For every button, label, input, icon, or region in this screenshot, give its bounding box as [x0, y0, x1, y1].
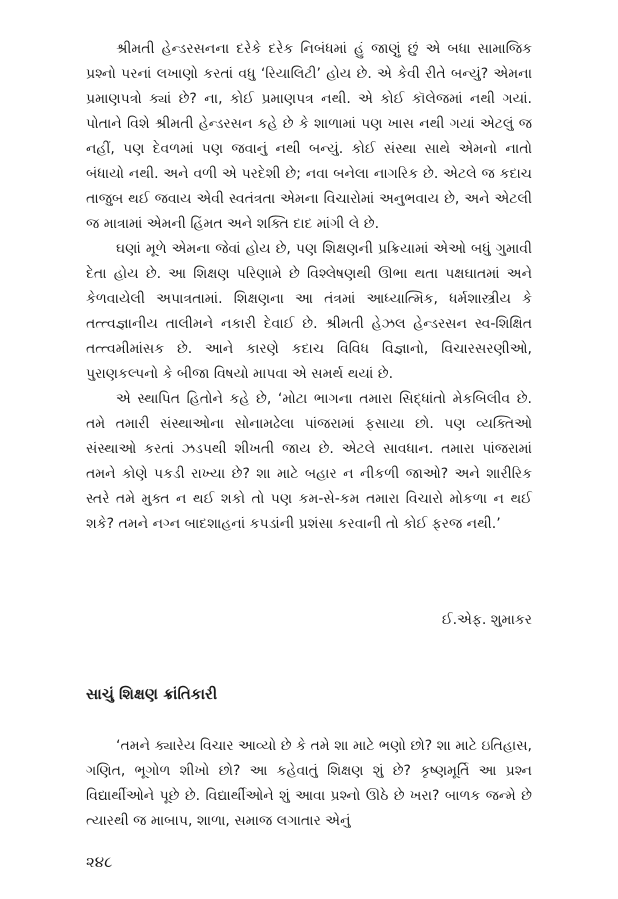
paragraph-krishnamurti: ‘તમને ક્યારેય વિચાર આવ્યો છે કે તમે શા માટે ભણો છો? શા માટે ઇતિહાસ, ગણિત, ભૂગોળ શીખો છો? આ કહેવાતું શિક્ષણ શું છે? કૃષ્ણમૂર્તિ આ પ્રશ્ન વિદ્યાર્થીઓને પૂછે છે. વિદ્યાર્થીઓને શું આવા પ્રશ્નો ઊઠે છે ખરા? બાળક જન્મે છે ત્યારથી જ માબાપ, શાળા, સમાજ લગાતાર એનું [86, 738, 532, 829]
page-number: ૨૪૮ [86, 853, 113, 871]
section-body [86, 734, 532, 834]
article-body [86, 37, 532, 537]
paragraph-henderson-intro: શ્રીમતી હેન્ડરસનના દરેકે દરેક નિબંધમાં હું જાણું છું એ બધા સામાજિક પ્રશ્નો પરનાં લખાણો કરતાં વધુ ‘રિયાલિટી’ હોય છે. એ કેવી રીતે બન્યું? એમના પ્રમાણપત્રો ક્યાં છે? ના, કોઈ પ્રમાણપત્ર નથી. એ કોઈ કૉલેજમાં નથી ગયાં. પોતાને વિશે શ્રીમતી હેન્ડરસન કહે છે કે શાળામાં પણ ખાસ નથી ગયાં એટલું જ નહીં, પણ દેવળમાં પણ જવાનું નથી બન્યું. કોઈ સંસ્થા સાથે એમનો નાતો બંધાયો નથી. અને વળી એ પરદેશી છે; નવા બનેલા નાગરિક છે. એટલે જ કદાચ તાજુબ થઈ જવાય એવી સ્વતંત્રતા એમના વિચારોમાં અનુભવાય છે, અને એટલી જ માત્રામાં એમની હિંમત અને શક્તિ દાદ માંગી લે છે. [86, 41, 532, 232]
section-heading: સાચું શિક્ષણ ક્રાંતિકારી [86, 685, 218, 703]
paragraph-quote: એ સ્થાપિત હિતોને કહે છે, ‘મોટા ભાગના તમારા સિદ્ધાંતો મેકબિલીવ છે. તમે તમારી સંસ્થાઓના સોનામઢેલા પાંજરામાં ફસાયા છો. પણ વ્યક્તિઓ સંસ્થાઓ કરતાં ઝડપથી શીખતી જાય છે. એટલે સાવધાન. તમારા પાંજરામાં તમને કોણે પકડી રાખ્યા છે? શા માટે બહાર ન નીકળી જાઓ? અને શારીરિક સ્તરે તમે મુક્ત ન થઈ શકો તો પણ કમ-સે-કમ તમારા વિચારો મોકળા ન થઈ શકે? તમને નગ્ન બાદશાહનાં કપડાંની પ્રશંસા કરવાની તો કોઈ ફરજ નથી.’ [86, 391, 532, 532]
author-signature: ઈ.એફ. શુમાકર [441, 612, 532, 628]
paragraph-education-process: ઘણાં મૂળે એમના જેવાં હોય છે, પણ શિક્ષણની પ્રક્રિયામાં એઓ બધું ગુમાવી દેતા હોય છે. આ શિક્ષણ પરિણામે છે વિશ્લેષણથી ઊભા થતા પક્ષઘાતમાં અને કેળવાયેલી અપાત્રતામાં. શિક્ષણના આ તંત્રમાં આધ્યાત્મિક, ધર્મશાસ્ત્રીય કે તત્ત્વજ્ઞાનીય તાલીમને નકારી દેવાઈ છે. શ્રીમતી હેઝલ હેન્ડરસન સ્વ-શિક્ષિત તત્ત્વમીમાંસક છે. આને કારણે કદાચ વિવિધ વિજ્ઞાનો, વિચારસરણીઓ, પુરાણકલ્પનો કે બીજા વિષયો માપવા એ સમર્થ થયાં છે. [86, 241, 532, 382]
